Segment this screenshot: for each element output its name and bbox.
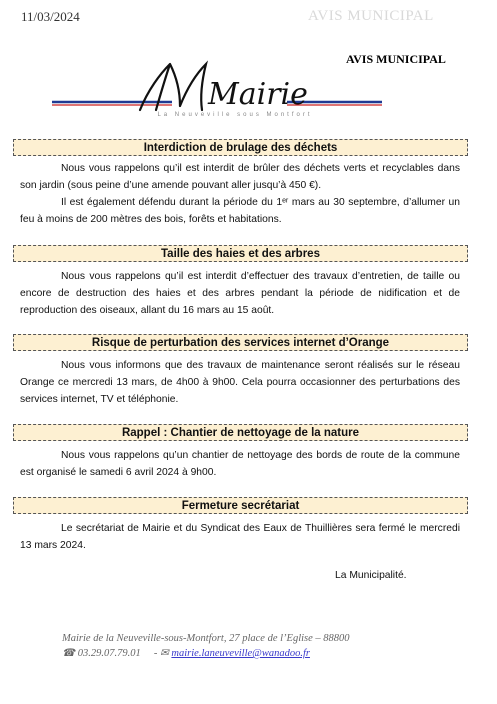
section-title-internet: Risque de perturbation des services internet d’Orange <box>13 334 468 351</box>
paragraph: Le secrétariat de Mairie et du Syndicat des Eaux de Thuillières sera fermé le mercredi 13 mars 2024. <box>20 523 460 551</box>
paragraph: Il est également défendu durant la période du 1ᵉʳ mars au 30 septembre, d’allumer un feu à moins de 200 mètres des bois, forêts et habitations. <box>20 197 460 225</box>
footer-phone: 03.29.07.79.01 <box>77 648 141 659</box>
phone-icon: ☎ <box>62 648 76 659</box>
paragraph: Nous vous rappelons qu’il est interdit d’effectuer des travaux d’entretien, de taille ou encore de destruction des haies et des arbres pendant la période de nidification et de reproduction des oiseaux, allant du 16 mars au 15 août. <box>20 271 460 316</box>
section-body-brulage <box>20 160 460 228</box>
footer-separator: - <box>153 648 158 659</box>
footer-address: Mairie de la Neuveville-sous-Montfort, 27 place de l’Eglise – 88800 <box>62 633 350 644</box>
logo-subtitle: La Neuveville sous Montfort <box>157 112 313 118</box>
watermark-text: AVIS MUNICIPAL <box>308 8 434 24</box>
footer-email-link[interactable]: mairie.laneuveville@wanadoo.fr <box>171 648 310 659</box>
paragraph: Nous vous informons que des travaux de maintenance seront réalisés sur le réseau Orange ce mercredi 13 mars, de 4h00 à 9h00. Cela pourra occasionner des perturbations des services internet, TV et téléphonie. <box>20 360 460 405</box>
section-body-internet <box>20 357 460 408</box>
section-body-haies <box>20 268 460 319</box>
section-title-nettoyage: Rappel : Chantier de nettoyage de la nature <box>13 424 468 441</box>
signature: La Municipalité. <box>335 570 407 581</box>
section-title-haies: Taille des haies et des arbres <box>13 245 468 262</box>
section-body-secretariat <box>20 520 460 554</box>
section-title-secretariat: Fermeture secrétariat <box>13 497 468 514</box>
logo-text: Mairie <box>208 77 308 112</box>
paragraph: Nous vous rappelons qu’un chantier de nettoyage des bords de route de la commune est organisé le samedi 6 avril 2024 à 9h00. <box>20 450 460 478</box>
footer-contact <box>62 647 310 659</box>
notice-type-title: AVIS MUNICIPAL <box>346 52 446 66</box>
paragraph: Nous vous rappelons qu’il est interdit de brûler des déchets verts et recyclables dans son jardin (sous peine d’une amende pouvant aller jusqu’à 450 €). <box>20 163 460 191</box>
notice-date: 11/03/2024 <box>21 9 80 24</box>
section-body-nettoyage <box>20 447 460 481</box>
section-title-brulage: Interdiction de brulage des déchets <box>13 139 468 156</box>
email-icon: ✉ <box>159 648 169 659</box>
